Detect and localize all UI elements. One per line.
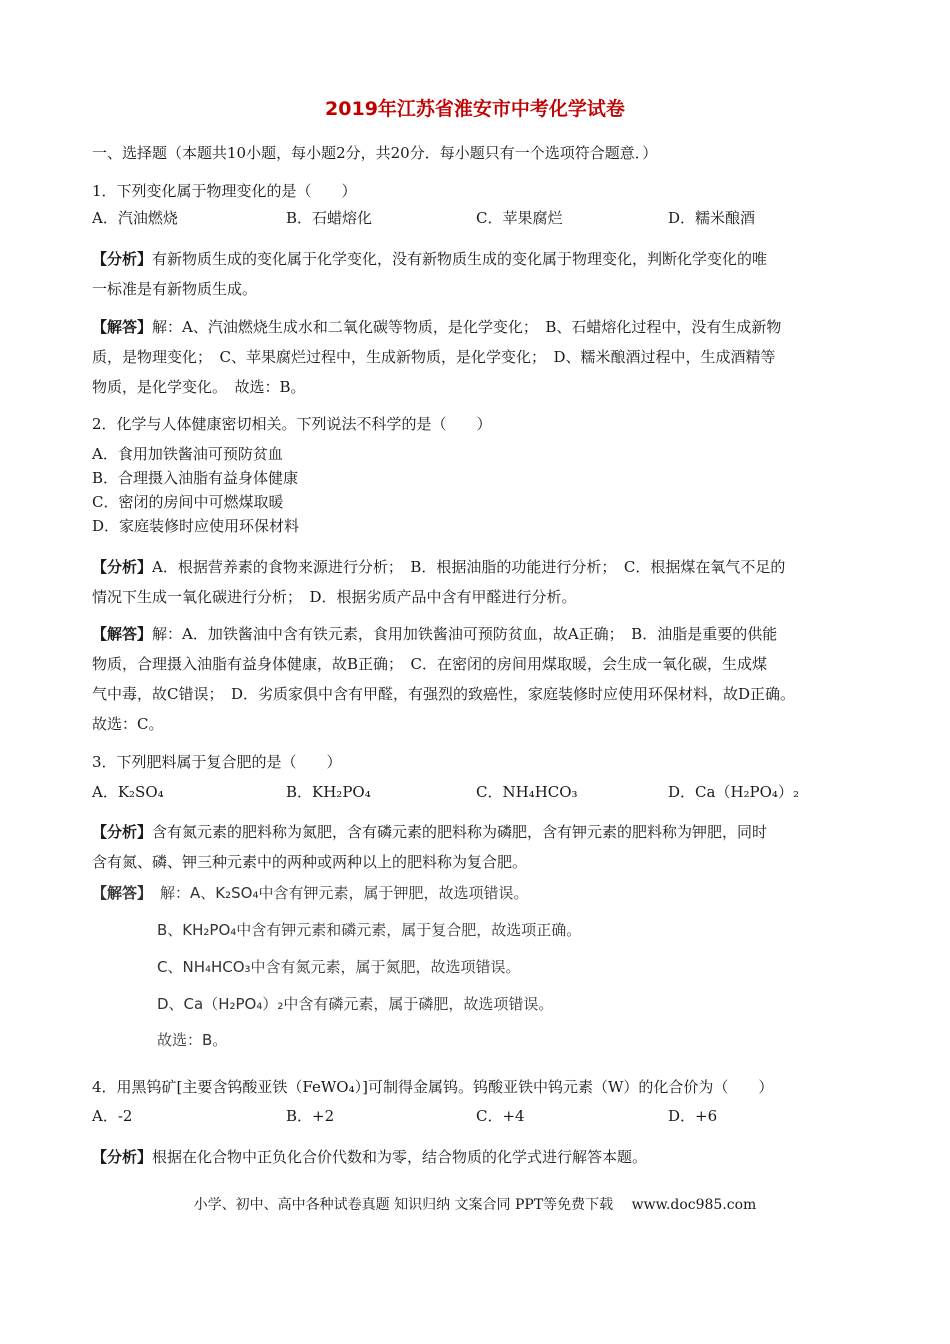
q3-answer-text: 解：A、K₂SO₄中含有钾元素，属于钾肥，故选项错误。 (160, 884, 529, 902)
q3-answer-line: C、NH₄HCO₃中含有氮元素，属于氮肥，故选项错误。 (157, 958, 521, 976)
q3-option-a: A．K₂SO₄ (92, 783, 164, 801)
section-heading: 一、选择题（本题共10小题，每小题2分，共20分．每小题只有一个选项符合题意．） (92, 144, 658, 162)
q3-analysis-line: 含有氮、磷、钾三种元素中的两种或两种以上的肥料称为复合肥。 (92, 853, 528, 871)
q1-option-b: B．石蜡熔化 (286, 209, 373, 227)
q1-option-d: D．糯米酿酒 (668, 209, 756, 227)
q2-stem: 2．化学与人体健康密切相关。下列说法不科学的是（ ） (92, 415, 492, 433)
page-title: 2019年江苏省淮安市中考化学试卷 (325, 98, 625, 120)
q2-answer-line: 气中毒，故C错误； D．劣质家俱中含有甲醛，有强烈的致癌性，家庭装修时应使用环保材料，故D正确。 (92, 685, 796, 703)
q1-option-c: C．苹果腐烂 (476, 209, 563, 227)
q2-answer-line (92, 624, 777, 644)
answer-tag: 【解答】 (92, 625, 153, 643)
q3-answer-line: D、Ca（H₂PO₄）₂中含有磷元素，属于磷肥，故选项错误。 (157, 995, 554, 1013)
q4-option-b: B．+2 (286, 1107, 335, 1125)
q3-answer-line: 故选：B。 (157, 1031, 228, 1049)
q1-answer-line (92, 317, 781, 337)
q1-analysis-line: 一标准是有新物质生成。 (92, 280, 258, 298)
q3-option-b: B．KH₂PO₄ (286, 783, 371, 801)
analysis-tag: 【分析】 (92, 823, 153, 841)
q2-answer-line: 物质，合理摄入油脂有益身体健康，故B正确； C．在密闭的房间用煤取暖，会生成一氧化碳，生成煤 (92, 655, 768, 673)
q2-analysis-line: 情况下生成一氧化碳进行分析； D．根据劣质产品中含有甲醛进行分析。 (92, 588, 577, 606)
q3-answer-line: B、KH₂PO₄中含有钾元素和磷元素，属于复合肥，故选项正确。 (157, 921, 582, 939)
q1-stem: 1．下列变化属于物理变化的是（ ） (92, 182, 357, 200)
q3-option-c: C．NH₄HCO₃ (476, 783, 578, 801)
q1-analysis-text: 有新物质生成的变化属于化学变化，没有新物质生成的变化属于物理变化，判断化学变化的唯 (152, 250, 768, 268)
q4-analysis-line (92, 1147, 647, 1167)
q4-stem: 4．用黑钨矿[主要含钨酸亚铁（FeWO₄）]可制得金属钨。钨酸亚铁中钨元素（W）的化合价为（ ） (92, 1078, 774, 1096)
q1-answer-line: 质，是物理变化； C、苹果腐烂过程中，生成新物质，是化学变化； D、糯米酿酒过程中，生成酒精等 (92, 348, 776, 366)
q1-answer-text: 解：A、汽油燃烧生成水和二氧化碳等物质，是化学变化； B、石蜡熔化过程中，没有生成新物 (152, 318, 782, 336)
q4-option-c: C．+4 (476, 1107, 525, 1125)
analysis-tag: 【分析】 (92, 558, 153, 576)
q3-analysis-line (92, 822, 767, 842)
q2-answer-text: 解：A．加铁酱油中含有铁元素，食用加铁酱油可预防贫血，故A正确； B．油脂是重要的供能 (152, 625, 778, 643)
page-footer: 小学、初中、高中各种试卷真题 知识归纳 文案合同 PPT等免费下载 www.doc985.com (193, 1197, 757, 1213)
q3-analysis-text: 含有氮元素的肥料称为氮肥，含有磷元素的肥料称为磷肥，含有钾元素的肥料称为钾肥，同时 (152, 823, 768, 841)
q2-analysis-text: A．根据营养素的食物来源进行分析； B．根据油脂的功能进行分析； C．根据煤在氧气不足的 (152, 558, 786, 576)
q2-analysis-line (92, 557, 785, 577)
q3-answer-line (92, 883, 528, 903)
q1-answer-line: 物质，是化学变化。 故选：B。 (92, 378, 306, 396)
q4-analysis-text: 根据在化合物中正负化合价代数和为零，结合物质的化学式进行解答本题。 (152, 1148, 648, 1166)
q3-stem: 3．下列肥料属于复合肥的是（ ） (92, 753, 342, 771)
q2-option-c: C．密闭的房间中可燃煤取暖 (92, 493, 284, 511)
q2-option-a: A．食用加铁酱油可预防贫血 (92, 445, 283, 463)
q2-option-b: B．合理摄入油脂有益身体健康 (92, 469, 299, 487)
answer-tag: 【解答】 (92, 884, 153, 902)
analysis-tag: 【分析】 (92, 1148, 153, 1166)
q4-option-d: D．+6 (668, 1107, 718, 1125)
answer-tag: 【解答】 (92, 318, 153, 336)
q1-analysis-line (92, 249, 767, 269)
q1-option-a: A．汽油燃烧 (92, 209, 178, 227)
q3-option-d: D．Ca（H₂PO₄）₂ (668, 783, 799, 801)
analysis-tag: 【分析】 (92, 250, 153, 268)
q2-answer-line: 故选：C。 (92, 715, 164, 733)
q4-option-a: A．-2 (92, 1107, 133, 1125)
q2-option-d: D．家庭装修时应使用环保材料 (92, 517, 300, 535)
